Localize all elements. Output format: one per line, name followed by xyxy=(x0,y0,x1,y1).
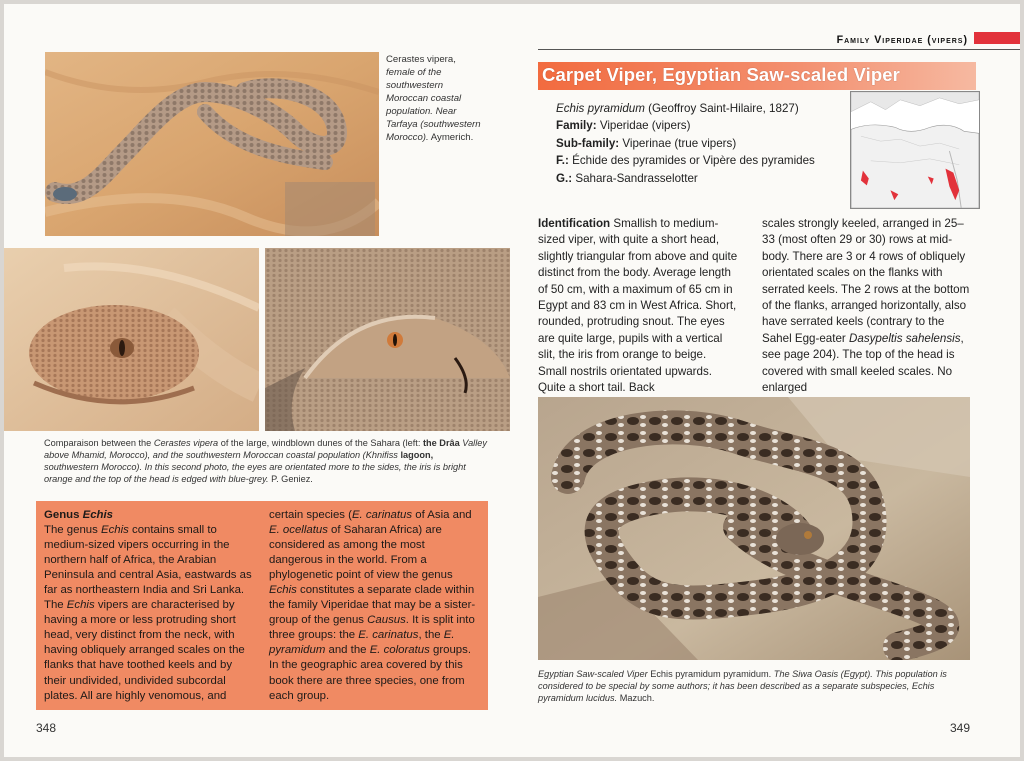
caption-credit: Mazuch. xyxy=(617,693,655,704)
genus-box-column-1 xyxy=(44,508,255,704)
genus-text-2e: . It is split into three groups: the xyxy=(269,614,475,642)
comparison-caption-text-3: Valley above Mhamid, Morocco), and the southwestern Moroccan coastal population (Khnifiss xyxy=(44,438,487,461)
authority: (Geoffroy Saint-Hilaire, 1827) xyxy=(644,102,799,115)
genus-text-2f: , the xyxy=(418,629,444,642)
identification-column-2 xyxy=(762,216,970,396)
main-photo-caption xyxy=(538,668,970,704)
scientific-name: Echis pyramidum xyxy=(556,102,645,115)
caption-common-name: Egyptian Saw-scaled Viper xyxy=(538,669,648,679)
running-head-rule xyxy=(538,49,1020,50)
taxonomy-subfamily-line xyxy=(556,135,815,152)
caption-desc: female of the southwestern Moroccan coastal population. Near xyxy=(386,66,462,117)
genus-text-1c: vipers are characterised by having a more or less protruding short head, very distinct from the neck, with having obliquely arranged scales on the flanks that have toothed keels and by their undivided, undivided subcordal plates. All are highly venomous, and xyxy=(44,599,245,702)
comparison-caption-credit: P. Geniez. xyxy=(268,474,313,485)
comparison-caption-text-1: Comparaison between the xyxy=(44,438,154,448)
distribution-map xyxy=(850,91,980,209)
genus-text-1-italic-2: Echis xyxy=(66,599,95,612)
caption-place: Tarfaya (southwestern Morocco). xyxy=(386,118,481,143)
german-value: Sahara-Sandrasselotter xyxy=(572,171,698,185)
comparison-caption-place-1: the Drâa xyxy=(422,438,460,448)
left-page xyxy=(4,4,510,757)
genus-echis-box xyxy=(36,501,488,710)
genus-text-1-italic-1: Echis xyxy=(101,524,129,537)
genus-box-column-2 xyxy=(269,508,480,704)
identification-text-2a: scales strongly keeled, arranged in 25–33 (most often 29 or 30) rows at mid-body. There are 3 or 4 rows of obliquely orientated scales on the flanks with serrated keels. The 2 rows at the bottom of the flanks, arranged horizontally, also have serrated keels (contrary to the Sahel Egg-eater xyxy=(762,217,970,345)
genus-text-2-italic-6: E. pyramidum xyxy=(269,629,455,657)
french-value: Échide des pyramides or Vipère des pyramides xyxy=(568,154,815,168)
taxonomy-family-line xyxy=(556,117,815,134)
caption-text-2: This population is considered to be special by some authors; it has been described as a separate subspecies, Echis pyramidum lucidus. xyxy=(538,669,947,704)
genus-text-2-italic-2: E. ocellatus xyxy=(269,524,328,537)
subfamily-value: Viperinae (true vipers) xyxy=(619,136,737,150)
german-label: G.: xyxy=(556,171,573,185)
photo-cerastes-vipera-sand xyxy=(45,52,379,236)
caption-text-1: Echis pyramidum pyramidum. xyxy=(647,669,774,679)
identification-text-2-italic: Dasypeltis sahelensis xyxy=(849,331,961,345)
taxonomy-german-line xyxy=(556,170,815,187)
genus-heading-italic: Echis xyxy=(82,509,114,521)
comparison-caption xyxy=(44,437,488,486)
running-head: Family Viperidae (vipers) xyxy=(836,34,968,46)
species-title: Carpet Viper, Egyptian Saw-scaled Viper xyxy=(542,64,900,85)
genus-text-2g: and the xyxy=(325,644,370,657)
taxonomy-block xyxy=(556,100,815,187)
running-head-bar xyxy=(974,32,1020,44)
top-photo-caption: Cerastes vipera, female of the southwestern Moroccan coastal population. Near Tarfaya (southwestern Morocco). Aymerich. xyxy=(386,54,481,143)
caption-place: The Siwa Oasis (Egypt). xyxy=(773,669,873,679)
genus-text-2a: certain species ( xyxy=(269,509,352,521)
identification-label: Identification xyxy=(538,217,611,230)
photo-cerastes-coastal-head xyxy=(265,248,510,431)
identification-text-2b: , see page 204). The top of the head is covered with small keeled scales. No enlarged xyxy=(762,331,964,394)
genus-text-2-italic-5: E. carinatus xyxy=(358,629,419,642)
genus-text-2d: constitutes a separate clade within the family Viperidae that may be a sister-group of the genus xyxy=(269,584,476,627)
genus-text-1b: contains small to medium-sized vipers occurring in the northern half of Africa, the Arabian Peninsula and central Asia, eastwards as far as northeastern India and Sri Lanka. The xyxy=(44,524,252,612)
right-page xyxy=(510,4,1020,757)
comparison-caption-text-2: of the large, windblown dunes of the Sahara (left: xyxy=(218,438,423,448)
taxonomy-french-line xyxy=(556,152,815,169)
genus-text-1a: The genus xyxy=(44,524,101,537)
subfamily-label: Sub-family: xyxy=(556,136,620,150)
family-value: Viperidae (vipers) xyxy=(596,119,691,133)
family-label: Family: xyxy=(556,119,597,133)
genus-heading-plain: Genus xyxy=(44,509,83,521)
genus-text-2b: of Asia and xyxy=(412,509,472,521)
comparison-caption-text-4: southwestern Morocco). In this second photo, the eyes are orientated more to the sides, the iris is bright orange and the top of the head is edged with blue-grey. xyxy=(44,462,466,485)
caption-credit: Aymerich. xyxy=(430,131,474,143)
taxonomy-scientific-line xyxy=(556,100,815,117)
genus-text-2-italic-3: Echis xyxy=(269,584,297,597)
page-number-right: 349 xyxy=(949,721,970,735)
genus-text-2-italic-7: E. coloratus xyxy=(369,644,430,657)
genus-text-2-italic-4: Causus xyxy=(367,614,406,627)
identification-text-1: Smallish to medium-sized viper, with quite a short head, slightly triangular from above and quite distinct from the body. Average length of 50 cm, with a maximum of 65 cm in Egypt and 83 cm in West Africa. Short, rounded, protruding snout. The eyes are quite large, pupils with a vertical slit, the iris from orange to beige. Small nostrils orientated upwards. Quite a short tail. Back xyxy=(538,217,738,394)
comparison-caption-place-2: lagoon, xyxy=(400,450,434,461)
caption-species: Cerastes vipera xyxy=(386,54,454,65)
genus-text-2c: of Saharan Africa) are considered as among the most dangerous in the world. From a phylogenetic point of view the genus xyxy=(269,524,453,582)
page-number-left: 348 xyxy=(36,721,57,735)
genus-text-2-italic-1: E. carinatus xyxy=(351,509,413,521)
identification-column-1 xyxy=(538,216,738,396)
genus-box-heading xyxy=(44,508,255,523)
photo-cerastes-dune-head xyxy=(4,248,259,431)
genus-text-2h: groups. In the geographic area covered by this book there are three species, one from each group. xyxy=(269,644,472,702)
french-label: F.: xyxy=(556,154,569,168)
comparison-caption-species: Cerastes vipera xyxy=(153,438,219,448)
photo-echis-pyramidum xyxy=(538,397,970,660)
